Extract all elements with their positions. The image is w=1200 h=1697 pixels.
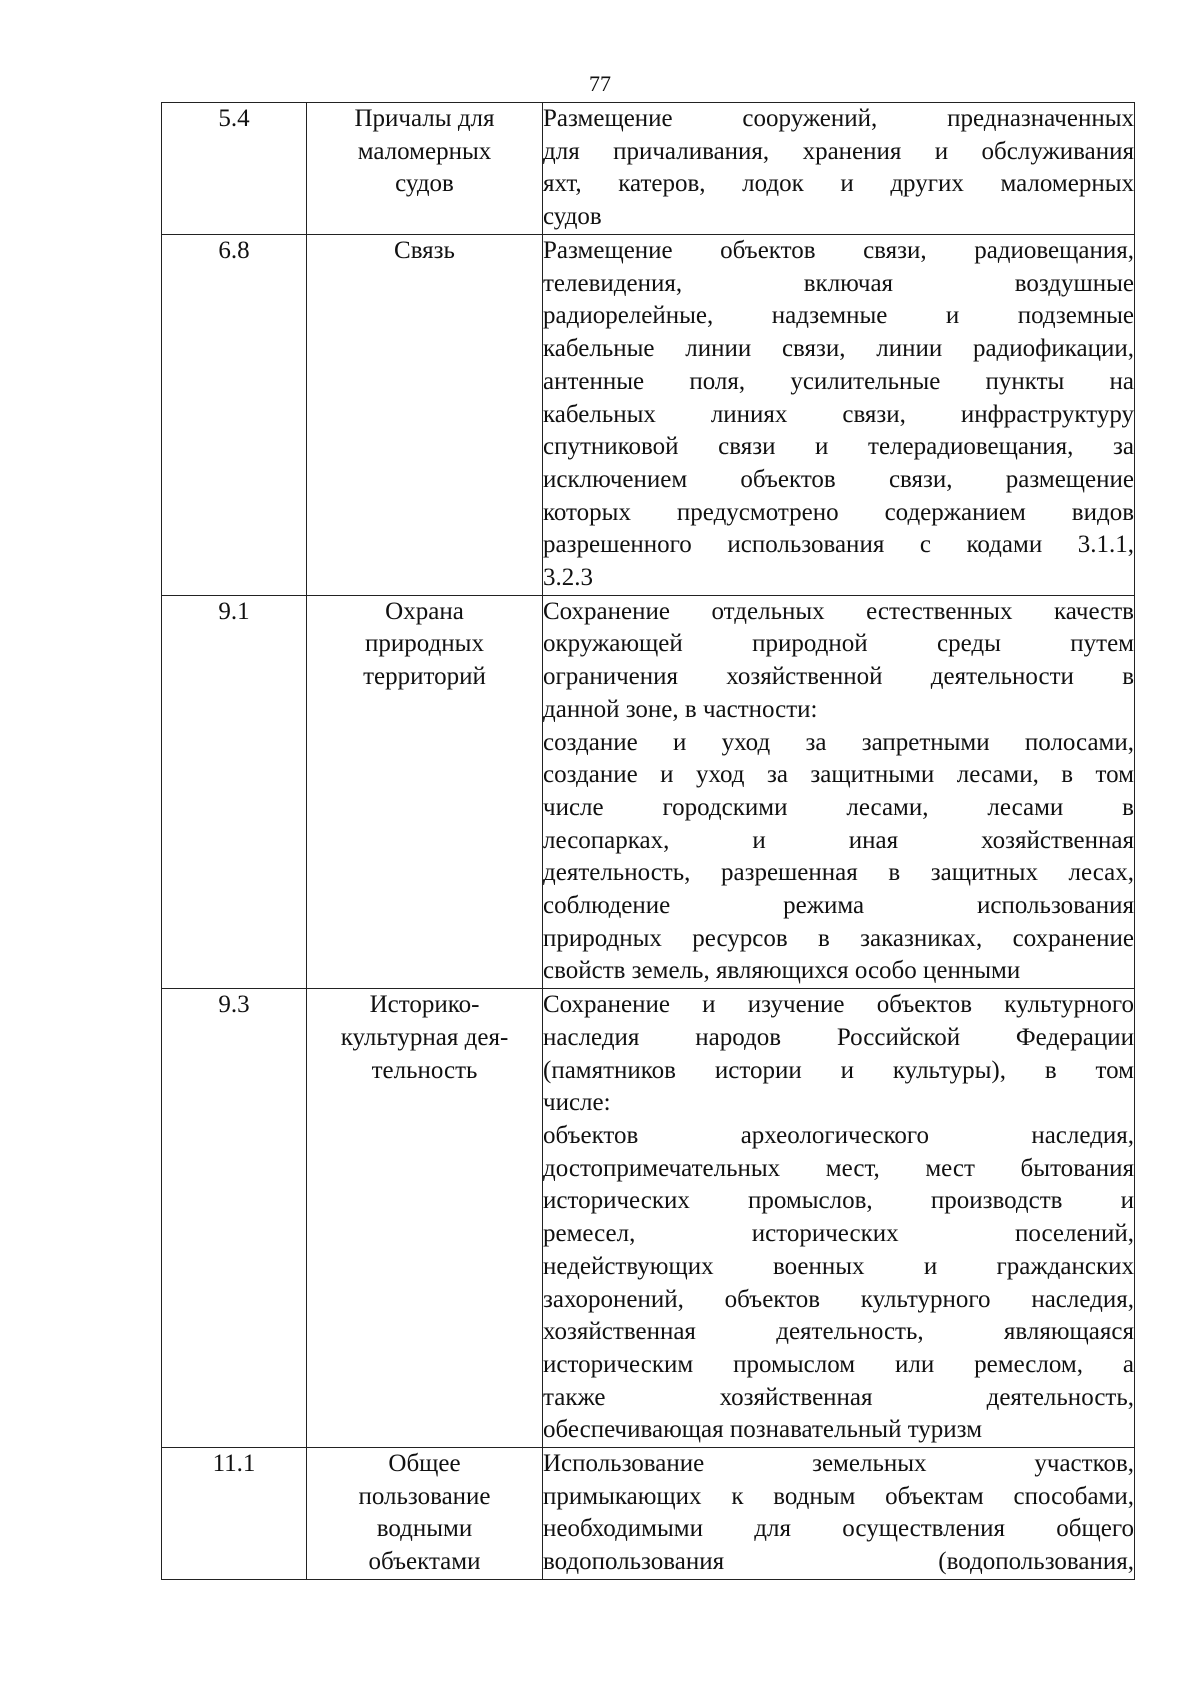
name-line: Связь xyxy=(394,237,455,264)
name-cell xyxy=(307,235,543,596)
description-cell xyxy=(543,1448,1135,1580)
description-line: исторических промыслов, производств и xyxy=(543,1187,1134,1215)
name-line: водными xyxy=(376,1515,473,1543)
description-cell xyxy=(543,235,1135,596)
description-line: (памятников истории и культуры), в том xyxy=(543,1056,1134,1084)
description-cell xyxy=(543,103,1135,235)
description-line: наследия народов Российской Федерации xyxy=(543,1023,1134,1051)
name-line: Историко- xyxy=(369,991,480,1019)
description-line: Сохранение отдельных естественных качеств xyxy=(543,597,1134,625)
description-line: Размещение сооружений, предназначенных xyxy=(543,105,1134,132)
description-line: также хозяйственная деятельность, xyxy=(543,1383,1134,1411)
description-line: ремесел, исторических поселений, xyxy=(543,1220,1134,1248)
code-cell: 9.3 xyxy=(162,989,307,1448)
description-line: радиорелейные, надземные и подземные xyxy=(543,302,1134,330)
description-line: для причаливания, хранения и обслуживания xyxy=(543,137,1134,165)
description-line: водопользования (водопользования, xyxy=(543,1548,1134,1576)
description-line: Сохранение и изучение объектов культурного xyxy=(543,991,1134,1019)
name-cell xyxy=(307,1448,543,1580)
description-line: обеспечивающая познавательный туризм xyxy=(543,1416,983,1444)
description-line: ограничения хозяйственной деятельности в xyxy=(543,663,1134,691)
code-cell: 11.1 xyxy=(162,1448,307,1580)
name-cell xyxy=(307,595,543,988)
description-line: хозяйственная деятельность, являющаяся xyxy=(543,1318,1134,1346)
description-cell xyxy=(543,989,1135,1448)
table-row xyxy=(162,103,1135,235)
description-line: деятельность, разрешенная в защитных лесах, xyxy=(543,859,1134,887)
land-use-table xyxy=(161,102,1135,1580)
name-line: Общее xyxy=(388,1450,461,1478)
code-cell: 5.4 xyxy=(162,103,307,235)
description-line: кабельных линиях связи, инфраструктуру xyxy=(543,400,1134,428)
description-line: создание и уход за запретными полосами, xyxy=(543,728,1134,756)
name-line: маломерных xyxy=(357,137,492,165)
description-line: Размещение объектов связи, радиовещания, xyxy=(543,237,1134,264)
description-line: достопримечательных мест, мест бытования xyxy=(543,1154,1134,1182)
description-line: спутниковой связи и телерадиовещания, за xyxy=(543,433,1134,461)
table-row xyxy=(162,1448,1135,1580)
page-number: 77 xyxy=(589,71,611,96)
description-line: необходимыми для осуществления общего xyxy=(543,1515,1134,1543)
description-line: которых предусмотрено содержанием видов xyxy=(543,498,1134,526)
table-row xyxy=(162,595,1135,988)
description-line: объектов археологического наследия, xyxy=(543,1121,1134,1149)
description-line: 3.2.3 xyxy=(543,564,593,592)
table-row xyxy=(162,235,1135,596)
name-line: природных xyxy=(365,630,484,658)
description-line: антенные поля, усилительные пункты на xyxy=(543,367,1134,395)
description-line: телевидения, включая воздушные xyxy=(543,269,1134,297)
description-line: недействующих военных и гражданских xyxy=(543,1252,1134,1280)
name-line: объектами xyxy=(368,1548,481,1576)
code-cell: 6.8 xyxy=(162,235,307,596)
name-line: Причалы для xyxy=(354,105,495,132)
description-line: кабельные линии связи, линии радиофикации, xyxy=(543,335,1134,363)
description-cell xyxy=(543,595,1135,988)
description-line: захоронений, объектов культурного наследия, xyxy=(543,1285,1134,1313)
description-line: свойств земель, являющихся особо ценными xyxy=(543,957,1021,985)
code-cell: 9.1 xyxy=(162,595,307,988)
description-line: соблюдение режима использования xyxy=(543,892,1134,920)
description-line: природных ресурсов в заказниках, сохранение xyxy=(543,924,1134,952)
description-line: окружающей природной среды путем xyxy=(543,630,1134,658)
description-line: лесопарках, и иная хозяйственная xyxy=(543,826,1134,854)
name-line: культурная дея- xyxy=(340,1023,509,1051)
name-line: пользование xyxy=(358,1482,491,1510)
description-line: яхт, катеров, лодок и других маломерных xyxy=(543,170,1134,198)
description-line: примыкающих к водным объектам способами, xyxy=(543,1482,1134,1510)
description-line: данной зоне, в частности: xyxy=(543,695,818,723)
description-line: судов xyxy=(543,203,602,231)
name-cell xyxy=(307,989,543,1448)
description-line: Использование земельных участков, xyxy=(543,1450,1134,1478)
description-line: разрешенного использования с кодами 3.1.1, xyxy=(543,531,1134,559)
name-cell xyxy=(307,103,543,235)
table-row xyxy=(162,989,1135,1448)
name-line: территорий xyxy=(363,663,486,691)
name-line: тельность xyxy=(371,1056,478,1084)
description-line: числе: xyxy=(543,1089,611,1117)
name-line: судов xyxy=(395,170,454,198)
description-line: историческим промыслом или ремеслом, а xyxy=(543,1350,1134,1378)
description-line: исключением объектов связи, размещение xyxy=(543,465,1134,493)
description-line: числе городскими лесами, лесами в xyxy=(543,793,1134,821)
description-line: создание и уход за защитными лесами, в том xyxy=(543,761,1134,789)
name-line: Охрана xyxy=(385,597,464,625)
